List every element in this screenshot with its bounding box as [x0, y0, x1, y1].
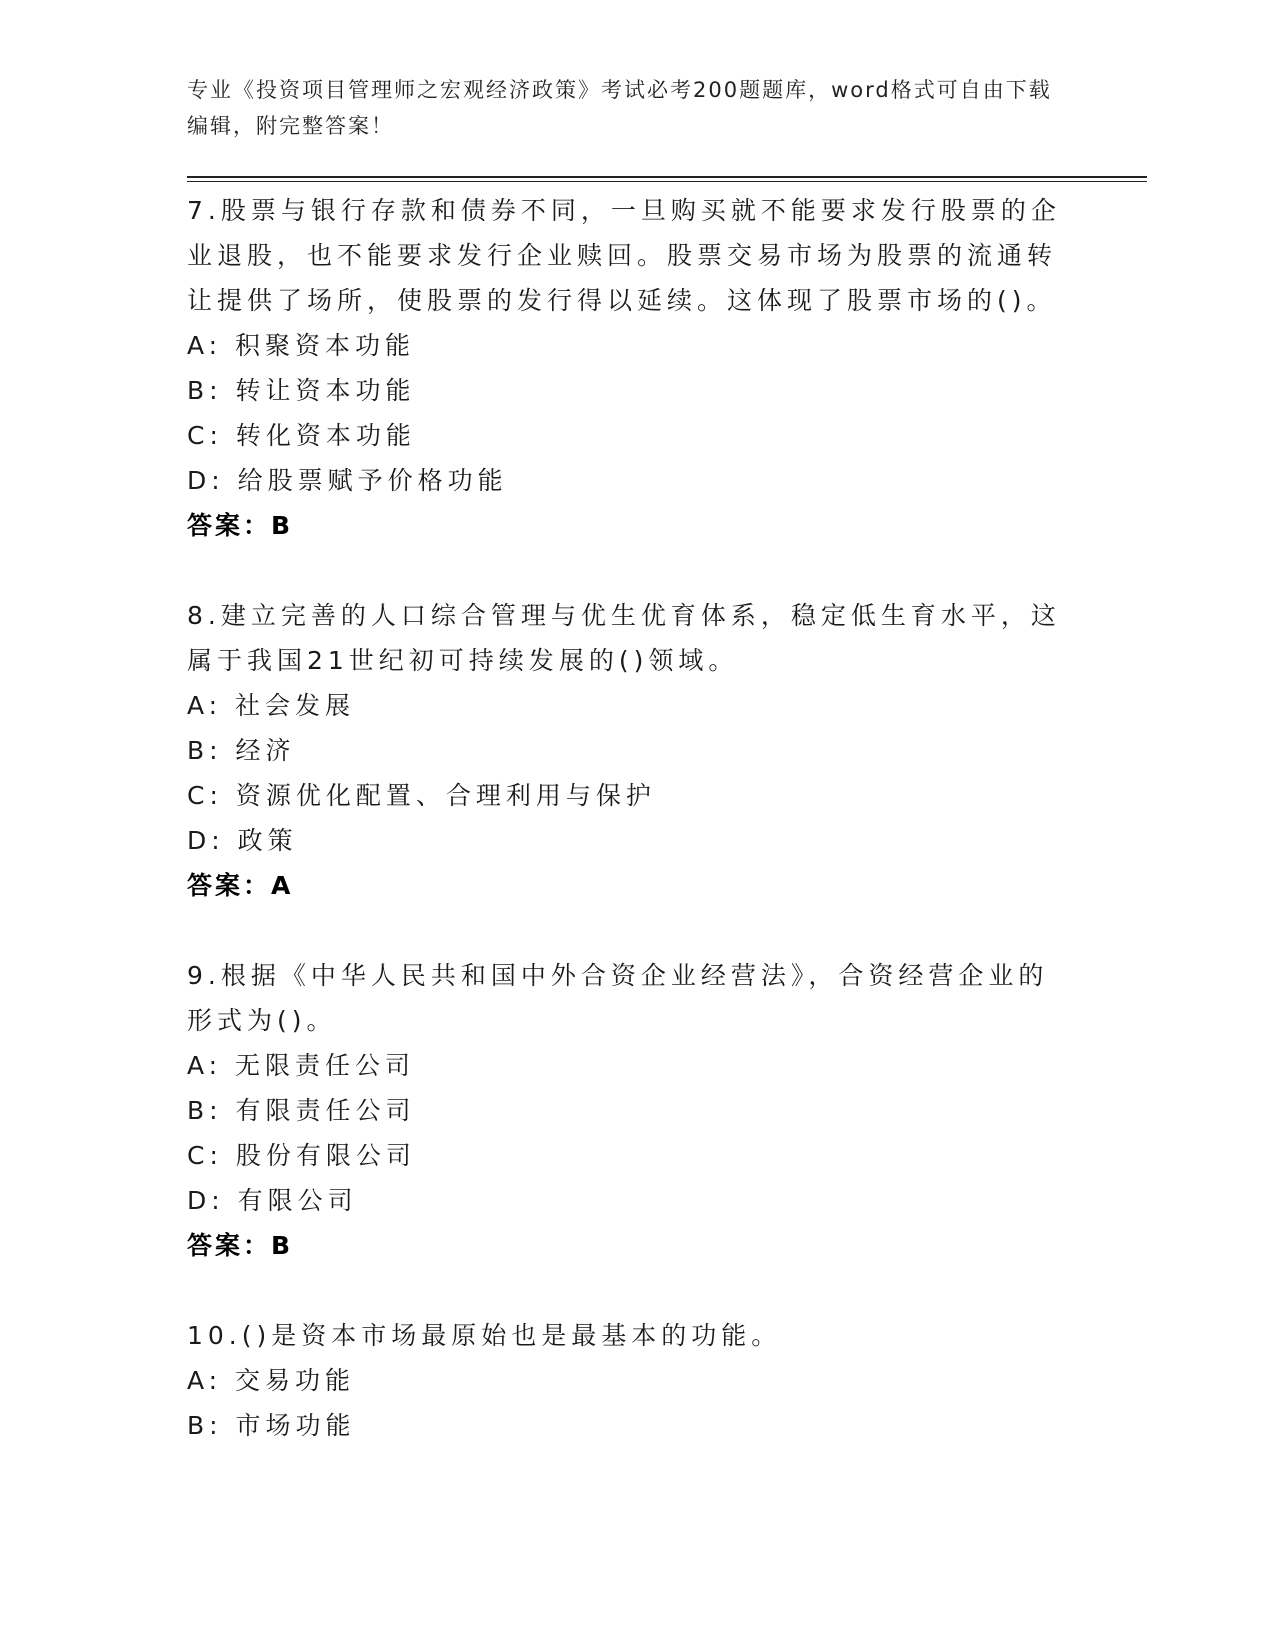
option-a: A: 社会发展: [187, 691, 356, 720]
option-b: B: 有限责任公司: [187, 1096, 416, 1125]
answer-line: 答案：A: [187, 871, 294, 900]
option-b: B: 市场功能: [187, 1411, 356, 1440]
question-9: [187, 953, 1067, 1268]
document-header: 专业《投资项目管理师之宏观经济政策》考试必考200题题库，word格式可自由下载编辑，附完整答案！: [187, 78, 1052, 138]
question-list: [187, 188, 1067, 1493]
header-divider-thick: [187, 176, 1147, 178]
option-c: C: 股份有限公司: [187, 1141, 416, 1170]
option-b: B: 转让资本功能: [187, 376, 416, 405]
option-a: A: 无限责任公司: [187, 1051, 416, 1080]
option-a: A: 积聚资本功能: [187, 331, 416, 360]
option-d: D: 政策: [187, 826, 298, 855]
option-d: D: 有限公司: [187, 1186, 358, 1215]
question-stem: 10.()是资本市场最原始也是最基本的功能。: [187, 1321, 782, 1350]
answer-line: 答案：B: [187, 1231, 294, 1260]
option-c: C: 资源优化配置、合理利用与保护: [187, 781, 656, 810]
option-b: B: 经济: [187, 736, 296, 765]
question-stem: 7.股票与银行存款和债券不同，一旦购买就不能要求发行股票的企业退股，也不能要求发行企业赎回。股票交易市场为股票的流通转让提供了场所，使股票的发行得以延续。这体现了股票市场的()。: [187, 196, 1061, 315]
answer-line: 答案：B: [187, 511, 294, 540]
option-a: A: 交易功能: [187, 1366, 356, 1395]
question-10: [187, 1313, 1067, 1448]
option-d: D: 给股票赋予价格功能: [187, 466, 508, 495]
question-7: [187, 188, 1067, 548]
option-c: C: 转化资本功能: [187, 421, 416, 450]
question-8: [187, 593, 1067, 908]
header-divider-thin: [187, 181, 1147, 182]
question-stem: 9.根据《中华人民共和国中外合资企业经营法》，合资经营企业的形式为()。: [187, 961, 1049, 1035]
question-stem: 8.建立完善的人口综合管理与优生优育体系，稳定低生育水平，这属于我国21世纪初可持续发展的()领域。: [187, 601, 1061, 675]
